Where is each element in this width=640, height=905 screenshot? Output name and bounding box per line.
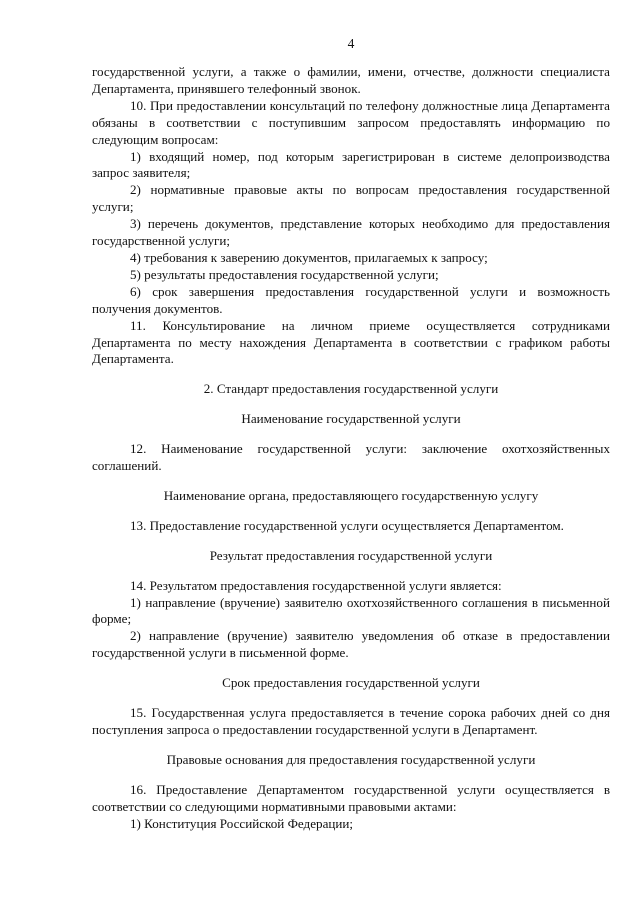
paragraph: 3) перечень документов, представление которых необходимо для предоставления государственной услуги; (92, 216, 610, 249)
paragraph: 1) Конституция Российской Федерации; (130, 815, 354, 831)
section-spacer (92, 662, 610, 675)
paragraph: 1) направление (вручение) заявителю охотхозяйственного соглашения в письменной форме; (92, 594, 610, 627)
section-heading: Наименование государственной услуги (241, 411, 461, 427)
section-spacer (92, 505, 610, 518)
document-page (92, 36, 610, 833)
section-heading: Правовые основания для предоставления государственной услуги (166, 751, 536, 767)
paragraph: 14. Результатом предоставления государственной услуги является: (130, 577, 502, 593)
paragraph: 4) требования к заверению документов, прилагаемых к запросу; (130, 249, 488, 265)
paragraph: 5) результаты предоставления государственной услуги; (130, 266, 439, 282)
section-spacer (92, 535, 610, 548)
paragraph: 11. Консультирование на личном приеме осуществляется сотрудниками Департамента по месту нахождения Департамента в соответствии с графиком работы Департамента. (92, 317, 610, 367)
section-spacer (92, 368, 610, 381)
paragraph: 2) нормативные правовые акты по вопросам предоставления государственной услуги; (92, 182, 610, 215)
section-spacer (92, 692, 610, 705)
paragraph: 15. Государственная услуга предоставляется в течение сорока рабочих дней со дня поступления запроса о предоставлении государственной услуги в Департамент. (92, 705, 610, 737)
page-number: 4 (347, 36, 355, 51)
section-spacer (92, 398, 610, 411)
paragraph: 12. Наименование государственной услуги: заключение охотхозяйственных соглашений. (92, 441, 610, 474)
section-heading: Результат предоставления государственной услуги (209, 547, 493, 563)
paragraph: 10. При предоставлении консультаций по телефону должностные лица Департамента обязаны в соответствии с поступившим запросом предоставлять информацию по следующим вопросам: (92, 97, 610, 147)
section-spacer (92, 428, 610, 441)
paragraph: 13. Предоставление государственной услуги осуществляется Департаментом. (130, 517, 564, 533)
section-spacer (92, 769, 610, 782)
section-heading: Срок предоставления государственной услуги (222, 675, 480, 691)
paragraph: 1) входящий номер, под которым зарегистрирован в системе делопроизводства запрос заявителя; (92, 148, 610, 181)
section-spacer (92, 475, 610, 488)
section-heading: Наименование органа, предоставляющего государственную услугу (163, 487, 539, 503)
paragraph: 2) направление (вручение) заявителю уведомления об отказе в предоставлении государственной услуги в письменной форме. (92, 628, 610, 661)
paragraph: 6) срок завершения предоставления государственной услуги и возможность получения документов. (92, 283, 610, 316)
paragraph: государственной услуги, а также о фамилии, имени, отчестве, должности специалиста Департамента, принявшего телефонный звонок. (92, 64, 610, 96)
section-spacer (92, 565, 610, 578)
document-body (92, 64, 610, 833)
section-heading: 2. Стандарт предоставления государственной услуги (203, 381, 499, 397)
paragraph: 16. Предоставление Департаментом государственной услуги осуществляется в соответствии со следующими нормативными правовыми актами: (92, 781, 610, 814)
section-spacer (92, 739, 610, 752)
